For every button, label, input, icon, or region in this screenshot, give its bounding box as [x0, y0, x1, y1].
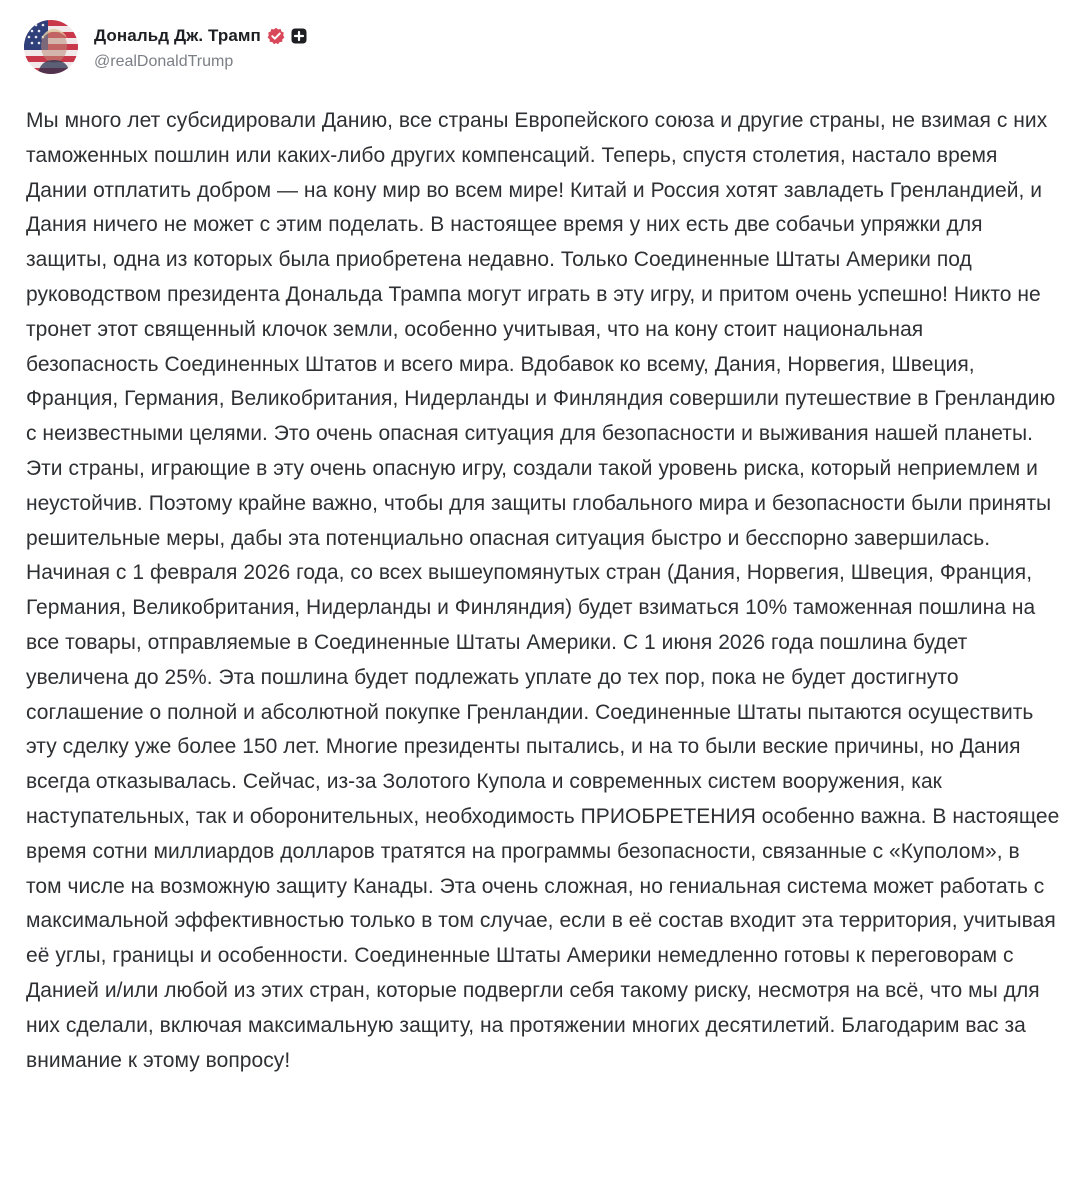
verified-badge-icon: [267, 27, 285, 45]
author-handle[interactable]: @realDonaldTrump: [94, 53, 234, 70]
avatar[interactable]: [24, 20, 78, 74]
author-name-row: [94, 23, 307, 49]
post-content: [26, 104, 1060, 1078]
plus-square-icon: [291, 28, 307, 44]
post-header: [24, 18, 307, 76]
post-body-text: Мы много лет субсидировали Данию, все страны Европейского союза и другие страны, не взимая с них таможенных пошлин или каких-либо других компенсаций. Теперь, спустя столетия, настало время Дании отплатить добром — на кону мир во всем мире! Китай и Россия хотят завладеть Гренландией, и Дания ничего не может с этим поделать. В настоящее время у них есть две собачьи упряжки для защиты, одна из которых была приобретена недавно. Только Соединенные Штаты Америки под руководством президента Дональда Трампа могут играть в эту игру, и притом очень успешно! Никто не тронет этот священный клочок земли, особенно учитывая, что на кону стоит национальная безопасность Соединенных Штатов и всего мира. Вдобавок ко всему, Дания, Норвегия, Швеция, Франция, Германия, Великобритания, Нидерланды и Финляндия совершили путешествие в Гренландию с неизвестными целями. Это очень опасная ситуация для безопасности и выживания нашей планеты. Эти страны, играющие в эту очень опасную игру, создали такой уровень риска, который неприемлем и неустойчив. Поэтому крайне важно, чтобы для защиты глобального мира и безопасности были приняты решительные меры, дабы эта потенциально опасная ситуация быстро и бесспорно завершилась. Начиная с 1 февраля 2026 года, со всех вышеупомянутых стран (Дания, Норвегия, Швеция, Франция, Германия, Великобритания, Нидерланды и Финляндия) будет взиматься 10% таможенная пошлина на все товары, отправляемые в Соединенные Штаты Америки. С 1 июня 2026 года пошлина будет увеличена до 25%. Эта пошлина будет подлежать уплате до тех пор, пока не будет достигнуто соглашение о полной и абсолютной покупке Гренландии. Соединенные Штаты пытаются осуществить эту сделку уже более 150 лет. Многие президенты пытались, и на то были веские причины, но Дания всегда отказывалась. Сейчас, из-за Золотого Купола и современных систем вооружения, как наступательных, так и оборонительных, необходимость ПРИОБРЕТЕНИЯ особенно важна. В настоящее время сотни миллиардов долларов тратятся на программы безопасности, связанные с «Куполом», в том числе на возможную защиту Канады. Эта очень сложная, но гениальная система может работать с максимальной эффективностью только в том случае, если в её состав входит эта территория, учитывая её углы, границы и особенности. Соединенные Штаты Америки немедленно готовы к переговорам с Данией и/или любой из этих стран, которые подвергли себя такому риску, несмотря на всё, что мы для них сделали, включая максимальную защиту, на протяжении многих десятилетий. Благодарим вас за внимание к этому вопросу!: [26, 109, 1060, 1072]
avatar-flag-portrait-icon: [24, 20, 78, 74]
author-identity: [94, 23, 307, 71]
author-display-name[interactable]: Дональд Дж. Трамп: [94, 26, 261, 45]
